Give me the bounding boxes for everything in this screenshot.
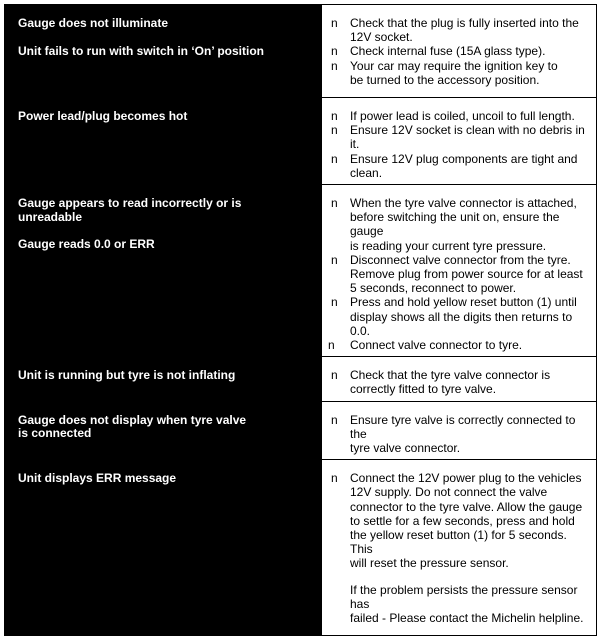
- problem-cell: [5, 357, 322, 401]
- solution-cell: [322, 357, 597, 401]
- bullet-icon: n: [331, 252, 338, 267]
- bullet-icon: n: [331, 151, 338, 166]
- problem-cell: [5, 460, 322, 636]
- troubleshooting-table: [4, 4, 597, 636]
- solution-text: Ensure 12V plug components are tight and clean.: [350, 151, 578, 180]
- problem-text: Gauge appears to read incorrectly or is unreadable: [18, 196, 242, 224]
- troubleshooting-row: [5, 185, 597, 357]
- problem-text: Unit is running but tyre is not inflating: [18, 368, 236, 383]
- problem-cell: [5, 98, 322, 185]
- solution-text: Check that the tyre valve connector is correctly fitted to tyre valve.: [350, 368, 551, 397]
- solution-text: If power lead is coiled, uncoil to full length.: [350, 109, 575, 123]
- solution-text: Your car may require the ignition key to be turned to the accessory position.: [350, 58, 558, 87]
- bullet-icon: n: [331, 471, 338, 486]
- solution-text: Disconnect valve connector from the tyre. Remove plug from power source for at least 5 seconds, reconnect to power.: [350, 252, 583, 296]
- bullet-icon: n: [331, 368, 338, 383]
- solution-item: [328, 44, 588, 58]
- bullet-icon: n: [331, 44, 338, 59]
- solution-cell: [322, 401, 597, 460]
- problem-text: Unit displays ERR message: [18, 471, 177, 486]
- solution-text: Check internal fuse (15A glass type).: [350, 44, 546, 59]
- problem-cell: [5, 401, 322, 460]
- solution-text: Connect valve connector to tyre.: [350, 338, 523, 353]
- bullet-icon: n: [331, 123, 338, 138]
- bullet-icon: n: [331, 412, 338, 427]
- solution-text: Check that the plug is fully inserted into the 12V socket.: [350, 16, 579, 45]
- solution-text: Press and hold yellow reset button (1) until display shows all the digits then returns to 0.0.: [350, 295, 577, 338]
- bullet-icon: n: [331, 295, 338, 310]
- solution-text: Ensure 12V socket is clean with no debris in it.: [350, 123, 585, 152]
- troubleshooting-row: [5, 357, 597, 401]
- bullet-icon: n: [331, 16, 338, 30]
- problem-text: Unit fails to run with switch in ‘On’ position: [18, 43, 264, 58]
- solution-cell: [322, 5, 597, 98]
- solution-text: When the tyre valve connector is attached, before switching the unit on, ensure the gauge is reading your current tyre pressure.: [350, 196, 577, 253]
- solution-item: [328, 59, 588, 87]
- solution-item: [328, 368, 588, 396]
- bullet-icon: n: [331, 196, 338, 211]
- troubleshooting-row: [5, 5, 597, 98]
- solution-cell: [322, 185, 597, 357]
- solution-item: [328, 123, 588, 151]
- bullet-icon: n: [328, 338, 335, 353]
- helpline-note: If the problem persists the pressure sensor has failed - Please contact the Michelin helpline.: [350, 582, 584, 626]
- solution-item: [328, 196, 588, 253]
- solution-item: [328, 471, 588, 570]
- troubleshooting-table-body: [5, 5, 597, 636]
- solution-cell: [322, 98, 597, 185]
- solution-item: [328, 338, 588, 352]
- problem-text: Gauge reads 0.0 or ERR: [18, 237, 155, 252]
- problem-text: Power lead/plug becomes hot: [18, 109, 188, 123]
- solution-text: Connect the 12V power plug to the vehicles 12V supply. Do not connect the valve connector to the tyre valve. Allow the gauge to settle for a few seconds, press and hold the yellow reset button (1) for 5 seconds. This will reset the pressure sensor.: [350, 471, 583, 571]
- solution-item: [328, 152, 588, 180]
- solution-item: [328, 109, 588, 123]
- troubleshooting-row: [5, 401, 597, 460]
- bullet-icon: n: [331, 109, 338, 123]
- solution-cell: [322, 460, 597, 636]
- problem-text: Gauge does not illuminate: [18, 16, 169, 30]
- solution-item: [328, 413, 588, 456]
- solution-item: [328, 295, 588, 338]
- problem-cell: [5, 185, 322, 357]
- problem-text: Gauge does not display when tyre valve is connected: [18, 412, 247, 441]
- problem-cell: [5, 5, 322, 98]
- troubleshooting-row: [5, 460, 597, 636]
- solution-item: [328, 16, 588, 44]
- solution-text: Ensure tyre valve is correctly connected to the tyre valve connector.: [350, 412, 576, 456]
- solution-item: [328, 253, 588, 296]
- troubleshooting-row: [5, 98, 597, 185]
- bullet-icon: n: [331, 58, 338, 73]
